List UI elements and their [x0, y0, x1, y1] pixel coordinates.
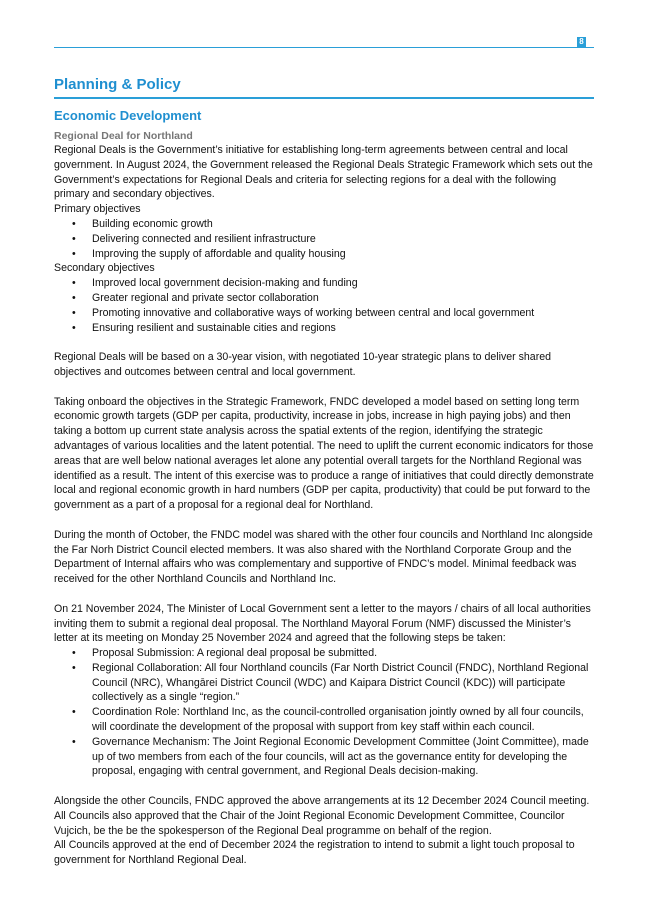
document-body	[54, 76, 594, 868]
section-title: Planning & Policy	[54, 76, 594, 99]
list-item: • Governance Mechanism: The Joint Regional Economic Development Committee (Joint Committee), made up of two members from each of the four councils, will act as the governance entity for developing the proposal, engaging with central government, and Regional Deals decision-making.	[54, 735, 594, 779]
list-item: • Delivering connected and resilient infrastructure	[54, 232, 594, 247]
primary-objectives-list	[54, 217, 594, 261]
december-registration-paragraph: All Councils approved at the end of December 2024 the registration to intend to submit a light touch proposal to government for Northland Regional Deal.	[54, 839, 575, 867]
list-item: • Regional Collaboration: All four Northland councils (Far North District Council (FNDC), Northland Regional Council (NRC), Whangārei District Council (WDC) and Kaipara District Council (KDC)) will participate collectively as a single “region.”	[54, 661, 594, 705]
primary-objectives-label: Primary objectives	[54, 203, 141, 216]
intro-paragraph: Regional Deals is the Government’s initiative for establishing long-term agreements between central and local government. In August 2024, the Government released the Regional Deals Strategic Framework which sets out the Government’s expectations for Regional Deals and criteria for selecting regions for a deal with the following primary and secondary objectives.	[54, 144, 593, 201]
secondary-objectives-label: Secondary objectives	[54, 262, 155, 275]
list-item: • Proposal Submission: A regional deal proposal be submitted.	[54, 646, 594, 661]
page-number: 8	[577, 37, 586, 47]
list-item: • Greater regional and private sector collaboration	[54, 291, 594, 306]
list-item: • Building economic growth	[54, 217, 594, 232]
list-item: • Improved local government decision-making and funding	[54, 276, 594, 291]
december-paragraph: Alongside the other Councils, FNDC approved the above arrangements at its 12 December 2024 Council meeting. All Councils also approved that the Chair of the Joint Regional Economic Development Committee, Councilor Vujcich, be the be the spokesperson of the Regional Deal programme on behalf of the region.	[54, 795, 590, 837]
list-item: • Improving the supply of affordable and quality housing	[54, 247, 594, 262]
list-item: • Ensuring resilient and sustainable cities and regions	[54, 321, 594, 336]
list-item: • Promoting innovative and collaborative ways of working between central and local government	[54, 306, 594, 321]
october-paragraph: During the month of October, the FNDC model was shared with the other four councils and Northland Inc alongside the Far Norh District Council elected members. It was also shared with the Northland Corporate Group and the Department of Internal affairs who was complementary and supportive of FNDC’s model. Minimal feedback was received for the other Northland Councils and Northland Inc.	[54, 528, 593, 586]
model-paragraph: Taking onboard the objectives in the Strategic Framework, FNDC developed a model based on setting long term economic growth targets (GDP per capita, productivity, increase in jobs, increase in high paying jobs) and then taking a bottom up current state analysis across the spatial extents of the region, identifying the strategic advantages of various localities and the latent potential. The need to uplift the current economic indicators for those areas that are well below national averages let alone any potential overall targets for the Northland Regional was identified as a result. The intent of this exercise was to produce a range of initiatives that could directly demonstrate local and regional economic growth in hard numbers (GDP per capita, productivity) that could be put forward to the government as a part of a proposal for a regional deal for Northland.	[54, 395, 594, 512]
header-rule	[54, 47, 594, 48]
subsection-title: Economic Development	[54, 108, 202, 123]
secondary-objectives-list	[54, 276, 594, 335]
steps-list	[54, 646, 594, 779]
november-paragraph: On 21 November 2024, The Minister of Local Government sent a letter to the mayors / chairs of all local authorities inviting them to submit a regional deal proposal. The Northland Mayoral Forum (NMF) discussed the Minister’s letter at its meeting on Monday 25 November 2024 and agreed that the following steps be taken:	[54, 602, 591, 645]
vision-paragraph: Regional Deals will be based on a 30-year vision, with negotiated 10-year strategic plans to deliver shared objectives and outcomes between central and local government.	[54, 351, 552, 378]
topic-title: Regional Deal for Northland	[54, 130, 193, 142]
list-item: • Coordination Role: Northland Inc, as the council-controlled organisation jointly owned by all four councils, will coordinate the development of the proposal with support from key staff within each council.	[54, 705, 594, 735]
